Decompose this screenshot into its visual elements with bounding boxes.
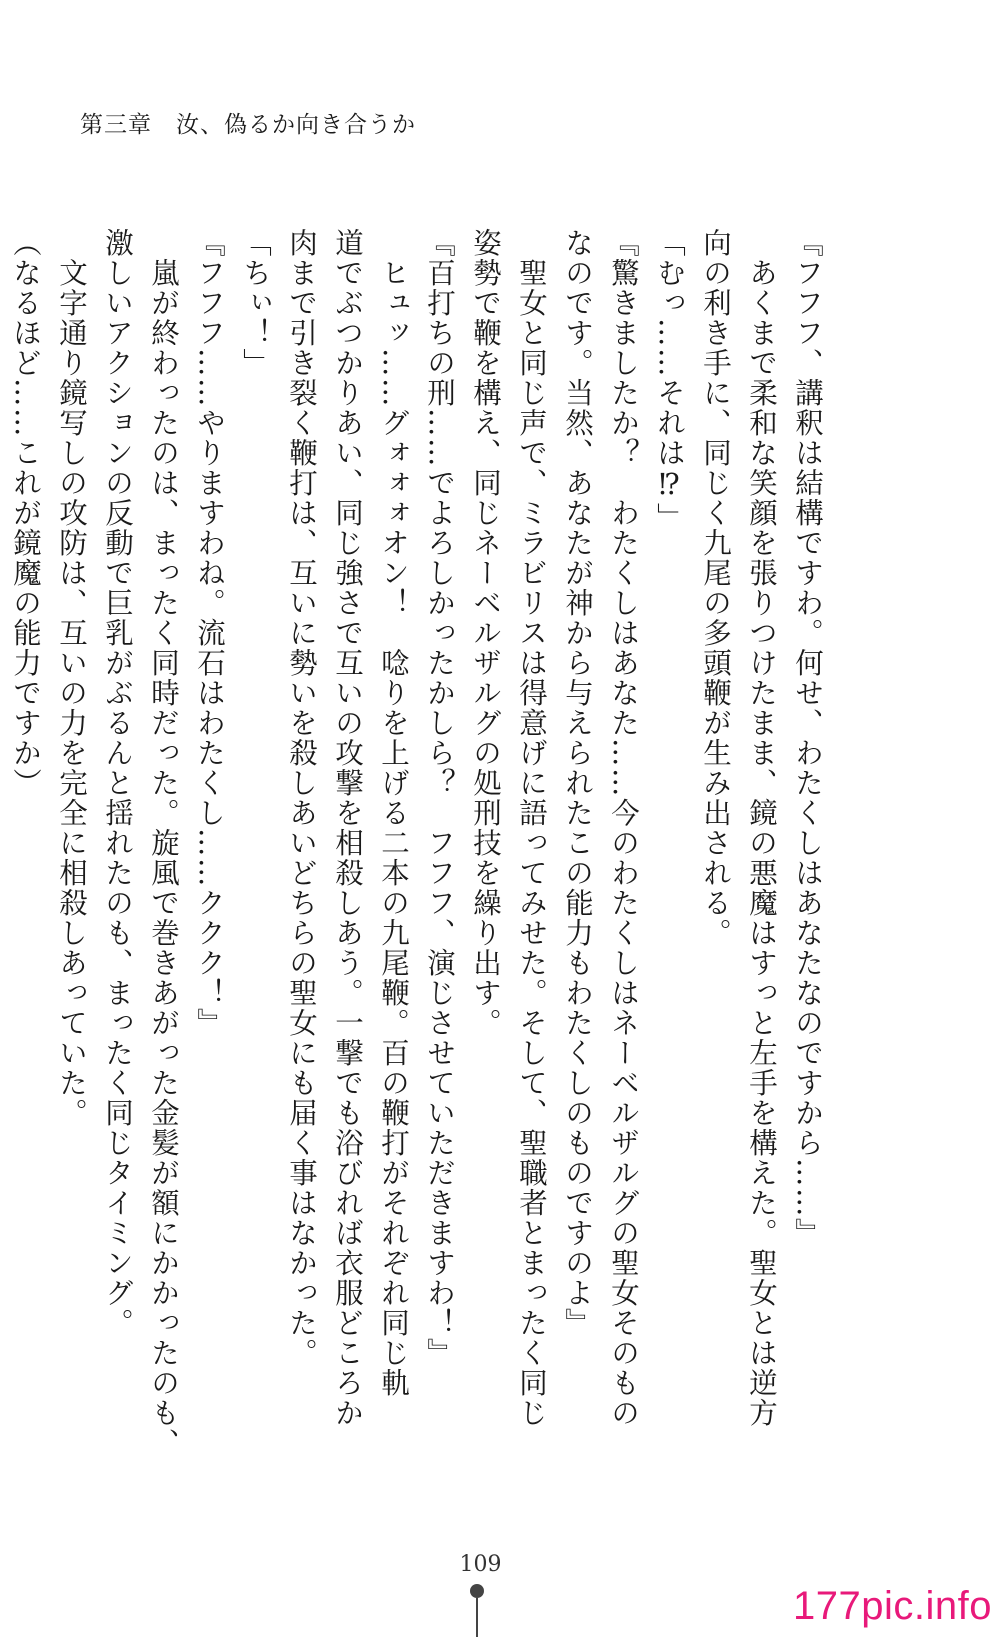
body-text — [9, 228, 830, 1458]
text-line: 『フフフ……やりますわね。流石はわたくし……ククク！』 — [193, 228, 226, 1038]
page-marker-dot — [470, 1584, 484, 1598]
watermark: 177pic.info — [793, 1584, 992, 1628]
text-line: 『百打ちの刑……でよろしかったかしら？ フフフ、演じさせていただきますわ！』 — [423, 228, 456, 1368]
chapter-title: 第三章 汝、偽るか向き合うか — [80, 112, 416, 138]
text-line: 向の利き手に、同じく九尾の多頭鞭が生み出される。 — [699, 228, 732, 948]
text-line: 嵐が終わったのは、まったく同時だった。旋風で巻きあがった金髪が額にかかったのも、 — [147, 228, 180, 1458]
text-line: 「むっ……それは⁉」 — [653, 228, 686, 533]
text-line: 聖女と同じ声で、ミラビリスは得意げに語ってみせた。そして、聖職者とまったく同じ — [515, 228, 548, 1428]
page-marker-stem — [476, 1598, 478, 1637]
text-line: 肉まで引き裂く鞭打は、互いに勢いを殺しあいどちらの聖女にも届く事はなかった。 — [285, 228, 318, 1368]
text-line: 道でぶつかりあい、同じ強さで互いの攻撃を相殺しあう。一撃でも浴びれば衣服どころか — [331, 228, 364, 1428]
text-line: なのです。当然、あなたが神から与えられたこの能力もわたくしのものですのよ』 — [561, 228, 594, 1338]
text-line: 文字通り鏡写しの攻防は、互いの力を完全に相殺しあっていた。 — [55, 228, 88, 1128]
text-line: 『驚きましたか？ わたくしはあなた……今のわたくしはネーベルザルグの聖女そのもの — [607, 228, 640, 1428]
text-line: 『フフフ、講釈は結構ですわ。何せ、わたくしはあなたなのですから……』 — [791, 228, 824, 1248]
text-line: ヒュッ……グォォォオン！ 唸りを上げる二本の九尾鞭。百の鞭打がそれぞれ同じ軌 — [377, 228, 410, 1398]
text-line: （なるほど……これが鏡魔の能力ですか） — [9, 228, 42, 798]
text-line: あくまで柔和な笑顔を張りつけたまま、鏡の悪魔はすっと左手を構えた。聖女とは逆方 — [745, 228, 778, 1428]
text-line: 激しいアクションの反動で巨乳がぶるんと揺れたのも、まったく同じタイミング。 — [101, 228, 134, 1338]
text-line: 「ちぃ！」 — [239, 228, 272, 378]
text-line — [0, 228, 2, 1443]
page-number: 109 — [459, 1552, 502, 1577]
text-line: 姿勢で鞭を構え、同じネーベルザルグの処刑技を繰り出す。 — [469, 228, 502, 1038]
